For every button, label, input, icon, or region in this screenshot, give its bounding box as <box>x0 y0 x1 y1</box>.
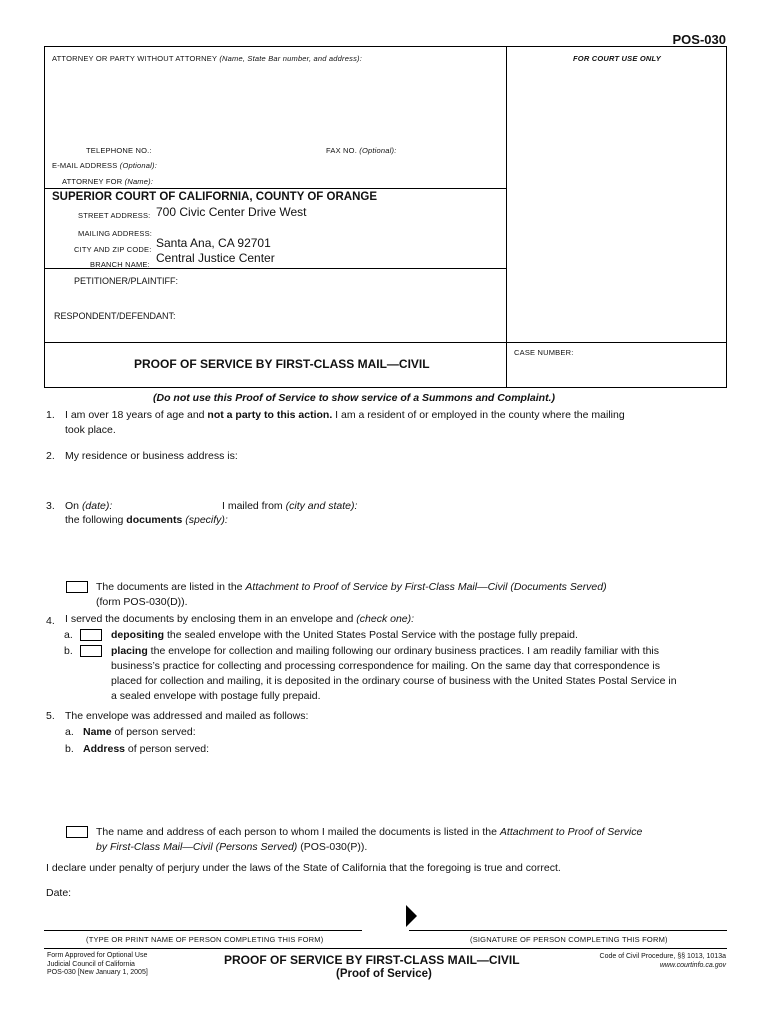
signature-arrow-icon <box>404 904 418 928</box>
item-2-number: 2. <box>46 450 55 462</box>
signature-caption: (SIGNATURE OF PERSON COMPLETING THIS FORM) <box>470 935 668 944</box>
item-3-city-label: I mailed from (city and state): <box>222 500 358 512</box>
form-title: PROOF OF SERVICE BY FIRST-CLASS MAIL—CIVIL <box>134 357 430 371</box>
attachment-persons-text: The name and address of each person to whom I mailed the documents is listed in the Attachment to Proof of Service by First-Class Mail—Civil (Persons Served) (POS-030(P)). <box>96 826 643 853</box>
item-3-date-label: On (date): <box>65 500 113 512</box>
item-4a-letter: a. <box>64 629 73 641</box>
attachment-persons-checkbox[interactable] <box>66 826 88 838</box>
item-2-text: My residence or business address is: <box>65 450 238 462</box>
city-value: Santa Ana, CA 92701 <box>156 236 271 250</box>
item-5b-letter: b. <box>65 743 74 755</box>
footer-code: Code of Civil Procedure, §§ 1013, 1013a www.courtinfo.ca.gov <box>599 953 726 969</box>
court-use-box <box>506 46 727 343</box>
item-5-text: The envelope was addressed and mailed as follows: <box>65 710 309 722</box>
respondent-label: RESPONDENT/DEFENDANT: <box>54 311 176 321</box>
item-5-number: 5. <box>46 710 55 722</box>
court-title: SUPERIOR COURT OF CALIFORNIA, COUNTY OF ORANGE <box>52 191 377 203</box>
attachment-documents-checkbox[interactable] <box>66 581 88 593</box>
case-number-label: CASE NUMBER: <box>514 348 574 357</box>
declaration: I declare under penalty of perjury under the laws of the State of California that the foregoing is true and correct. <box>46 862 561 874</box>
branch-value: Central Justice Center <box>156 251 275 265</box>
name-line <box>44 930 362 931</box>
item-4-number: 4. <box>46 615 55 627</box>
item-5a-text: Name of person served: <box>83 726 196 738</box>
name-caption: (TYPE OR PRINT NAME OF PERSON COMPLETING THIS FORM) <box>86 935 324 944</box>
attachment-documents-text: The documents are listed in the Attachment to Proof of Service by First-Class Mail—Civil (Documents Served) (form POS-030(D)). <box>96 581 607 608</box>
date-label: Date: <box>46 887 72 899</box>
item-5b-text: Address of person served: <box>83 743 210 755</box>
item-5a-letter: a. <box>65 726 74 738</box>
attorney-for-label: ATTORNEY FOR (Name): <box>62 177 154 186</box>
item-4a-text: depositing the sealed envelope with the United States Postal Service with the postage fully prepaid. <box>111 629 578 641</box>
title-divider <box>506 342 507 388</box>
court-use-label: FOR COURT USE ONLY <box>573 54 661 63</box>
telephone-label: TELEPHONE NO.: <box>86 146 152 155</box>
attorney-label: ATTORNEY OR PARTY WITHOUT ATTORNEY (Name, State Bar number, and address): <box>52 54 362 63</box>
item-4-text: I served the documents by enclosing them in an envelope and (check one): <box>65 613 415 625</box>
item-3-number: 3. <box>46 500 55 512</box>
placing-checkbox[interactable] <box>80 645 102 657</box>
footer-title: PROOF OF SERVICE BY FIRST-CLASS MAIL—CIVIL <box>224 953 520 967</box>
signature-line <box>409 930 727 931</box>
street-value: 700 Civic Center Drive West <box>156 205 307 219</box>
street-label: STREET ADDRESS: <box>78 211 151 220</box>
depositing-checkbox[interactable] <box>80 629 102 641</box>
city-label: CITY AND ZIP CODE: <box>74 245 152 254</box>
petitioner-label: PETITIONER/PLAINTIFF: <box>74 276 179 286</box>
item-4b-text: placing the envelope for collection and mailing following our ordinary business practices. I am readily familiar with this business’s practice for collecting and processing correspondence for mailing. On the same day that correspondence is placed for collection and mailing, it is deposited in the ordinary course of business with the United States Postal Service in a sealed envelope with postage fully prepaid. <box>111 645 677 702</box>
mailing-label: MAILING ADDRESS: <box>78 229 153 238</box>
email-label: E-MAIL ADDRESS (Optional): <box>52 161 157 170</box>
notice: (Do not use this Proof of Service to show service of a Summons and Complaint.) <box>153 392 555 404</box>
form-id: POS-030 <box>672 32 726 47</box>
fax-label: FAX NO. (Optional): <box>326 146 397 155</box>
item-3-documents-label: the following documents (specify): <box>65 514 228 526</box>
item-4b-letter: b. <box>64 645 73 657</box>
footer-approved: Form Approved for Optional Use Judicial Council of California POS-030 [New January 1, 2005] <box>47 952 148 976</box>
footer-rule <box>44 948 727 949</box>
footer-subtitle: (Proof of Service) <box>336 968 432 980</box>
item-1-text: I am over 18 years of age and not a party to this action. I am a resident of or employed in the county where the mailing took place. <box>65 409 625 436</box>
item-1-number: 1. <box>46 409 55 421</box>
branch-label: BRANCH NAME: <box>90 260 150 269</box>
